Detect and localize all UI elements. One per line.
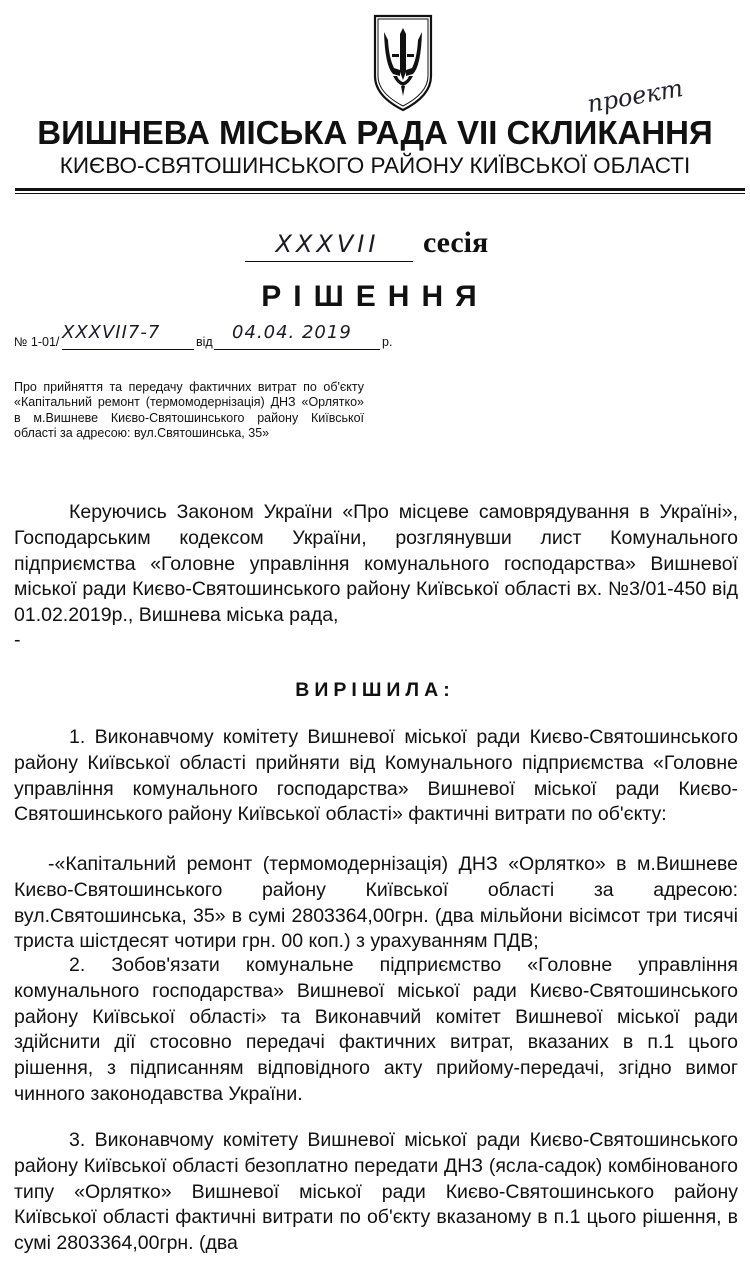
council-title: ВИШНЕВА МІСЬКА РАДА VII СКЛИКАННЯ (37, 114, 713, 151)
item-1-object-paragraph: -«Капітальний ремонт (термомодернізація) ДНЗ «Орлятко» в м.Вишневе Києво-Святошинського району Київської області за адресою: вул.Святошинська, 35» в сумі 2803364,00грн. (два мільйони вісімсот три тисячі триста шістдесят чотири грн. 00 коп.) з урахуванням ПДВ; (14, 853, 738, 953)
decision-number-handwritten: XXXVII7-7 (62, 322, 161, 343)
preamble-paragraph: Керуючись Законом України «Про місцеве самоврядування в Україні», Господарським кодексом України, розглянувши лист Комунального підприємства «Головне управління комунального господарства» Вишневої міської ради Києво-Святошинського району Київської області вх. №3/01-450 від 01.02.2019р., Вишнева міська рада, (14, 501, 738, 627)
item-1-paragraph: 1. Виконавчому комітету Вишневої міської ради Києво-Святошинського району Київської області прийняти від Комунального підприємства «Головне управління комунального господарства» Вишневої міської ради Києво-Святошинського району Київської області» фактичні витрати по об'єкту: (14, 726, 738, 826)
decision-number-prefix: № 1-01/ (14, 335, 60, 349)
header-divider-thin (15, 193, 745, 194)
date-suffix: р. (382, 335, 393, 349)
decision-date-handwritten: 04.04. 2019 (232, 322, 352, 343)
trident-coat-of-arms-icon (371, 14, 435, 112)
session-label: сесія (423, 226, 489, 259)
date-prefix: від (196, 335, 213, 349)
session-underline (245, 261, 413, 262)
resolved-heading: ВИРІШИЛА: (295, 679, 455, 701)
item-2-paragraph: 2. Зобов'язати комунальне підприємство «Головне управління комунального господарства» Вишневої міської ради Києво-Святошинського району Київської області» та Виконавчий комітет Вишневої міської ради здійснити дії стосовно передачі фактичних витрат, вказаних в п.1 цього рішення, з підписанням відповідного акту прийому-передачі, згідно вимог чинного законодавства України. (14, 954, 738, 1105)
item-3-paragraph: 3. Виконавчому комітету Вишневої міської ради Києво-Святошинського району Київської області безоплатно передати ДНЗ (ясла-садок) комбінованого типу «Орлятко» Вишневої міської ради Києво-Святошинського району Київської області фактичні витрати по об'єкту вказаному в п.1 цього рішення, в сумі 2803364,00грн. (два (14, 1129, 738, 1255)
session-number: XXXVII (275, 230, 380, 258)
header-divider-thick (15, 188, 745, 191)
decision-subject: Про прийняття та передачу фактичних витрат по об'єкту «Капітальний ремонт (термомодернізація) ДНЗ «Орлятко» в м.Вишневе Києво-Святошинського району Київської області за адресою: вул.Святошинська, 35» (14, 380, 364, 440)
preamble-dash: - (14, 629, 21, 651)
decision-title: РІШЕННЯ (261, 280, 489, 313)
session-line (245, 228, 545, 268)
decision-date-underline (214, 349, 380, 350)
decision-number-line (14, 322, 414, 352)
council-subtitle: КИЄВО-СВЯТОШИНСЬКОГО РАЙОНУ КИЇВСЬКОЇ ОБЛАСТІ (59, 153, 691, 178)
decision-number-underline (62, 349, 194, 350)
draft-handwritten-note: проект (585, 73, 686, 119)
